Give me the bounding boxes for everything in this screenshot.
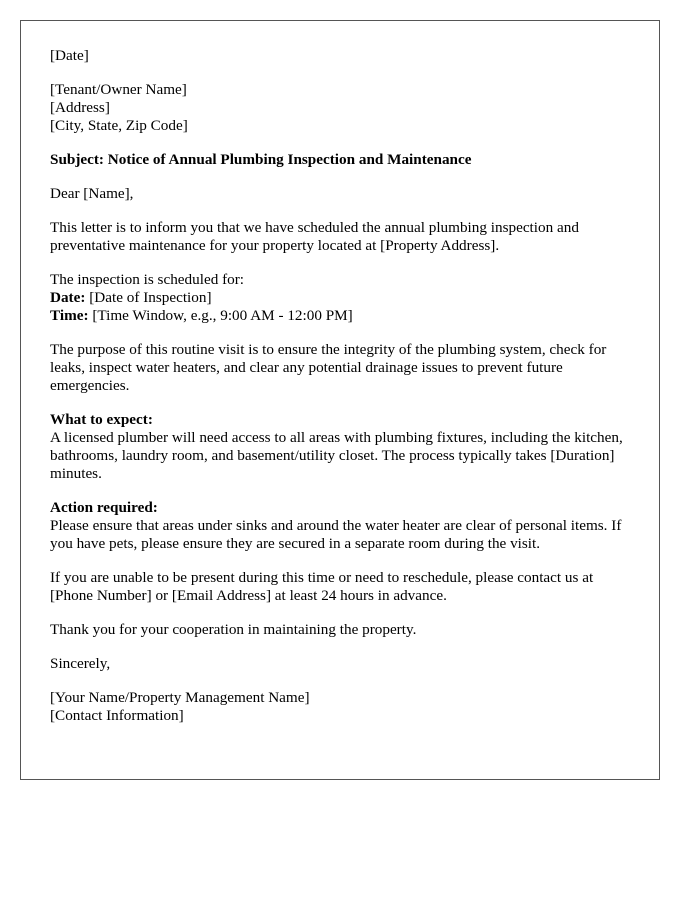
action-heading: Action required: <box>50 499 158 516</box>
thanks-paragraph: Thank you for your cooperation in maintaining the property. <box>50 621 417 638</box>
signature-name: [Your Name/Property Management Name] <box>50 689 310 706</box>
signature-contact: [Contact Information] <box>50 707 184 724</box>
intro-paragraph: This letter is to inform you that we have scheduled the annual plumbing inspection and preventative maintenance for your property located at [Property Address]. <box>50 219 579 254</box>
thanks-block <box>50 621 635 639</box>
recipient-city-state-zip: [City, State, Zip Code] <box>50 117 188 134</box>
action-block <box>50 499 635 553</box>
letter-closing: Sincerely, <box>50 655 111 672</box>
expect-paragraph: A licensed plumber will need access to all areas with plumbing fixtures, including the kitchen, bathrooms, laundry room, and basement/utility closet. The process typically takes [Duration] minutes. <box>50 429 623 482</box>
salutation-block <box>50 185 635 203</box>
letter-subject: Subject: Notice of Annual Plumbing Inspection and Maintenance <box>50 151 472 168</box>
schedule-block <box>50 271 635 325</box>
schedule-time-value: [Time Window, e.g., 9:00 AM - 12:00 PM] <box>88 307 353 324</box>
letter-salutation: Dear [Name], <box>50 185 134 202</box>
purpose-paragraph: The purpose of this routine visit is to ensure the integrity of the plumbing system, check for leaks, inspect water heaters, and clear any potential drainage issues to prevent future emergencies. <box>50 341 607 394</box>
subject-block <box>50 151 635 169</box>
letter-date: [Date] <box>50 47 89 64</box>
intro-block <box>50 219 635 255</box>
expect-heading: What to expect: <box>50 411 153 428</box>
schedule-date-line <box>50 289 635 307</box>
recipient-address: [Address] <box>50 99 110 116</box>
schedule-time-line <box>50 307 635 325</box>
signature-block <box>50 689 635 725</box>
schedule-time-label: Time: <box>50 307 89 324</box>
expect-block <box>50 411 635 483</box>
closing-block <box>50 655 635 673</box>
action-paragraph: Please ensure that areas under sinks and around the water heater are clear of personal items. If you have pets, please ensure they are secured in a separate room during the visit. <box>50 517 622 552</box>
recipient-block <box>50 81 635 135</box>
schedule-date-label: Date: <box>50 289 86 306</box>
recipient-name: [Tenant/Owner Name] <box>50 81 187 98</box>
date-block <box>50 47 635 65</box>
purpose-block <box>50 341 635 395</box>
reschedule-block <box>50 569 635 605</box>
schedule-date-value: [Date of Inspection] <box>85 289 212 306</box>
reschedule-paragraph: If you are unable to be present during this time or need to reschedule, please contact us at [Phone Number] or [Email Address] at least 24 hours in advance. <box>50 569 594 604</box>
schedule-lead: The inspection is scheduled for: <box>50 271 245 288</box>
letter-content <box>50 47 635 741</box>
letter-frame <box>20 20 660 780</box>
